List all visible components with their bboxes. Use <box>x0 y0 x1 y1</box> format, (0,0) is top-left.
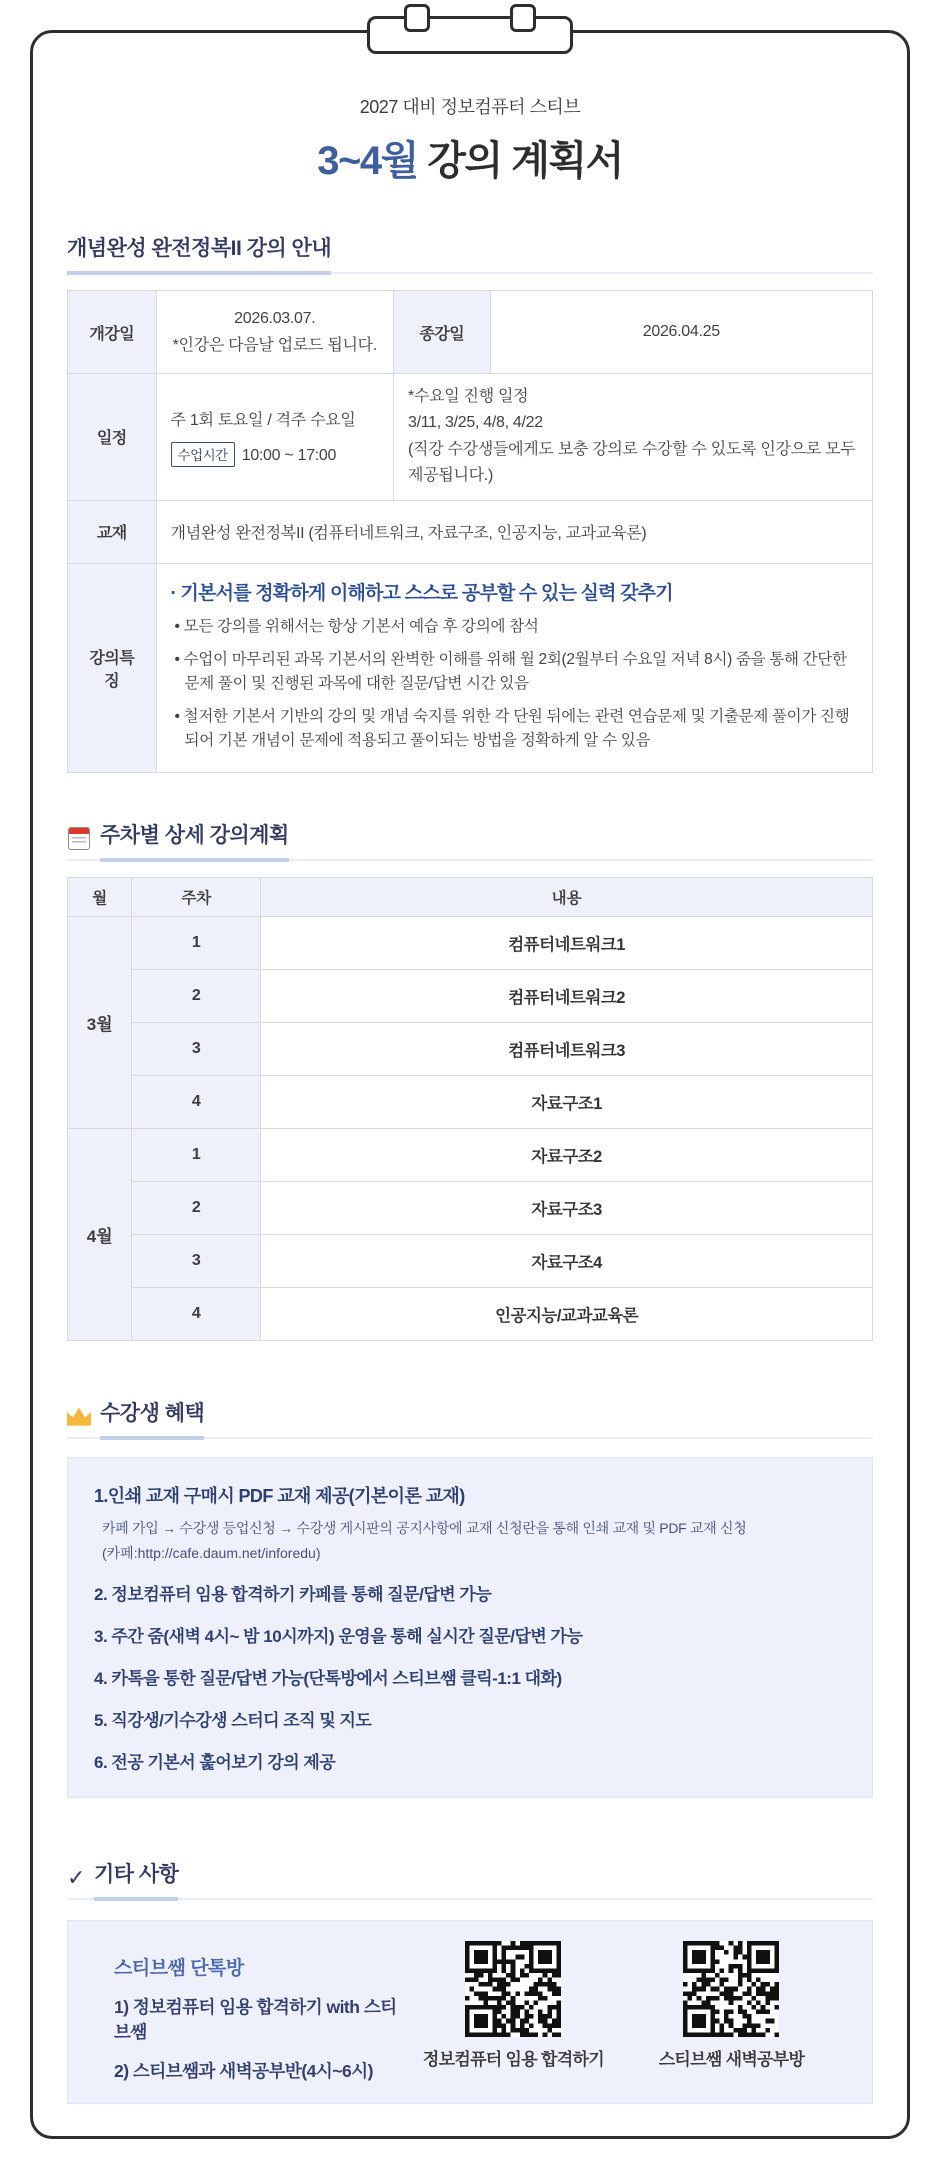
wednesday-line1: *수요일 진행 일정 <box>408 388 529 405</box>
benefit-item: 6. 전공 기본서 훑어보기 강의 제공 <box>94 1752 336 1772</box>
benefits-title <box>67 1397 873 1439</box>
qr-caption: 정보컴퓨터 임용 합격하기 <box>422 2049 604 2069</box>
content-cell: 인공지능/교과교육론 <box>261 1287 873 1340</box>
column-header-content: 내용 <box>261 877 873 916</box>
content-cell: 컴퓨터네트워크2 <box>261 969 873 1022</box>
weekly-plan-table <box>67 877 873 1341</box>
week-cell: 1 <box>132 916 261 969</box>
wednesday-line3: (직강 수강생들에게도 보충 강의로 수강할 수 있도록 인강으로 모두 제공됩니다.) <box>408 440 856 485</box>
table-row <box>68 291 873 374</box>
course-info-title-text: 개념완성 완전정복II 강의 안내 <box>67 232 331 275</box>
end-date-label: 종강일 <box>394 291 491 374</box>
weekly-plan-title <box>67 819 873 861</box>
check-icon: ✓ <box>67 1864 85 1890</box>
section-benefits <box>67 1397 873 1798</box>
table-row <box>68 1128 873 1181</box>
month-cell: 4월 <box>68 1128 132 1340</box>
kakao-room-item: 2) 스티브쌤과 새벽공부반(4시~6시) <box>114 2060 373 2081</box>
course-info-title <box>67 232 873 274</box>
section-weekly-plan <box>67 819 873 1341</box>
schedule-left-cell <box>156 374 393 501</box>
kakao-room-item: 1) 정보컴퓨터 임용 합격하기 with 스티브쌤 <box>114 1996 397 2042</box>
benefit-item: 4. 카톡을 통한 질문/답변 가능(단톡방에서 스티브쌤 클릭-1:1 대화) <box>94 1668 562 1688</box>
class-time-value: 10:00 ~ 17:00 <box>241 446 337 464</box>
schedule-time-line <box>171 442 379 467</box>
column-header-month: 월 <box>68 877 132 916</box>
etc-box <box>67 1920 873 2104</box>
page-title-accent: 3~4월 <box>317 139 418 183</box>
table-row <box>68 374 873 501</box>
course-info-table <box>67 290 873 773</box>
content-cell: 컴퓨터네트워크3 <box>261 1022 873 1075</box>
weekly-plan-title-text: 주차별 상세 강의계획 <box>100 819 289 862</box>
table-row <box>68 1075 873 1128</box>
table-row <box>68 500 873 563</box>
content-cell: 자료구조2 <box>261 1128 873 1181</box>
section-course-info <box>67 232 873 773</box>
wednesday-schedule-cell <box>394 374 873 501</box>
table-row <box>68 1181 873 1234</box>
page-title <box>67 129 873 186</box>
schedule-days: 주 1회 토요일 / 격주 수요일 <box>170 411 356 429</box>
qr-code-cafe <box>465 1941 561 2037</box>
feature-highlight: · 기본서를 정확하게 이해하고 스스로 공부할 수 있는 실력 갖추기 <box>170 582 673 604</box>
calendar-icon <box>67 827 91 851</box>
clipboard-clip <box>367 16 573 54</box>
clip-ring-right <box>510 4 536 32</box>
month-cell: 3월 <box>68 916 132 1128</box>
content-cell: 자료구조4 <box>261 1234 873 1287</box>
benefit-item: 3. 주간 줌(새벽 4시~ 밤 10시까지) 운영을 통해 실시간 질문/답변 가능 <box>94 1626 583 1646</box>
clip-ring-left <box>404 4 430 32</box>
table-row <box>68 916 873 969</box>
content-cell: 자료구조1 <box>261 1075 873 1128</box>
benefit-item-sub: (카페:http://cafe.daum.net/inforedu) <box>102 1544 321 1561</box>
feature-bullet: • 철저한 기본서 기반의 강의 및 개념 숙지를 위한 각 단원 뒤에는 관련 연습문제 및 기출문제 풀이가 진행되어 기본 개념이 문제에 적용되고 풀이되는 방법을 정확하게 알 수 있음 <box>174 707 850 749</box>
end-date-value: 2026.04.25 <box>490 291 872 374</box>
qr-block-morning <box>630 1941 833 2070</box>
qr-block-cafe <box>412 1941 615 2070</box>
benefits-box <box>67 1457 873 1798</box>
qr-code-morning <box>683 1941 779 2037</box>
content-cell: 컴퓨터네트워크1 <box>261 916 873 969</box>
section-etc <box>67 1858 873 2104</box>
week-cell: 1 <box>132 1128 261 1181</box>
benefit-item: 1.인쇄 교재 구매시 PDF 교재 제공(기본이론 교재) <box>94 1485 465 1506</box>
start-date-line1: 2026.03.07. <box>234 309 316 327</box>
crown-icon <box>67 1405 91 1429</box>
qr-caption: 스티브쌤 새벽공부방 <box>658 2049 805 2069</box>
feature-bullet: • 수업이 마무리된 과목 기본서의 완벽한 이해를 위해 월 2회(2월부터 수요일 저녁 8시) 줌을 통해 간단한 문제 풀이 및 진행된 과목에 대한 질문/답변 시간 있음 <box>174 650 847 692</box>
kakao-room-title: 스티브쌤 단톡방 <box>114 1957 244 1979</box>
page-header <box>67 93 873 186</box>
etc-title-text: 기타 사항 <box>94 1858 178 1901</box>
page-subtitle: 2027 대비 정보컴퓨터 스티브 <box>359 97 581 117</box>
start-date-value <box>156 291 393 374</box>
start-date-line2: *인강은 다음날 업로드 됩니다. <box>172 336 377 354</box>
week-cell: 3 <box>132 1022 261 1075</box>
week-cell: 4 <box>132 1287 261 1340</box>
table-row <box>68 563 873 772</box>
week-cell: 4 <box>132 1075 261 1128</box>
benefits-title-text: 수강생 혜택 <box>100 1397 204 1440</box>
table-header-row <box>68 877 873 916</box>
table-row <box>68 969 873 1022</box>
table-row <box>68 1022 873 1075</box>
wednesday-line2: 3/11, 3/25, 4/8, 4/22 <box>408 414 543 432</box>
kakao-room-info <box>92 1941 412 2083</box>
features-cell <box>156 563 872 772</box>
page-title-rest: 강의 계획서 <box>417 139 623 183</box>
feature-bullet: • 모든 강의를 위해서는 항상 기본서 예습 후 강의에 참석 <box>174 617 539 635</box>
benefit-item: 5. 직강생/기수강생 스터디 조직 및 지도 <box>94 1710 372 1730</box>
class-time-badge: 수업시간 <box>171 442 235 467</box>
benefit-item-sub: 카페 가입 → 수강생 등업신청 → 수강생 게시판의 공지사항에 교재 신청란을 통해 인쇄 교재 및 PDF 교재 신청 <box>102 1519 747 1536</box>
textbook-value: 개념완성 완전정복II (컴퓨터네트워크, 자료구조, 인공지능, 교과교육론) <box>156 500 872 563</box>
textbook-label: 교재 <box>68 500 157 563</box>
week-cell: 2 <box>132 1181 261 1234</box>
week-cell: 2 <box>132 969 261 1022</box>
week-cell: 3 <box>132 1234 261 1287</box>
clipboard-sheet <box>30 30 910 2139</box>
schedule-label: 일정 <box>68 374 157 501</box>
start-date-label: 개강일 <box>68 291 157 374</box>
table-row <box>68 1287 873 1340</box>
column-header-week: 주차 <box>132 877 261 916</box>
etc-title <box>67 1858 873 1900</box>
benefit-item: 2. 정보컴퓨터 임용 합격하기 카페를 통해 질문/답변 가능 <box>94 1584 492 1604</box>
content-cell: 자료구조3 <box>261 1181 873 1234</box>
features-label: 강의특징 <box>68 563 157 772</box>
table-row <box>68 1234 873 1287</box>
